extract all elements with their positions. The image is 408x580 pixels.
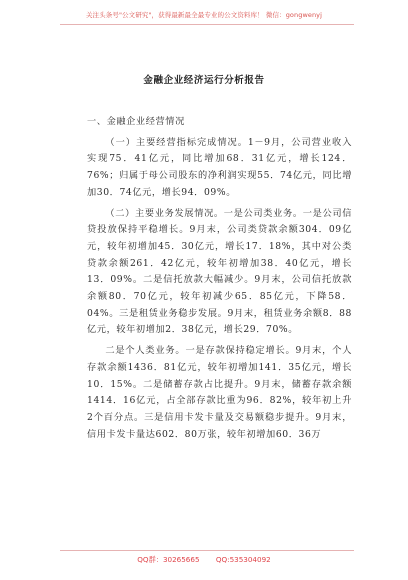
paragraph-personal-business: 二是个人类业务。一是存款保持稳定增长。9月末，个人存款余额1436．81亿元，较年初增加141．35亿元，增长10．15%。二是储蓄存款占比提升。9月末，储蓄存款余额1414．16亿元，占全部存款比重为96．82%，较年初上升2个百分点。三是信用卡发卡量及交易额稳步提升。9月末，信用卡发卡量达602．80万张，较年初增加60．36万 — [87, 345, 352, 440]
footer — [0, 555, 408, 565]
footer-qq-contact: QQ:535304092 — [215, 555, 271, 564]
section-heading: 一、金融企业经营情况 — [87, 116, 185, 127]
footer-divider — [60, 550, 354, 551]
header-divider — [60, 24, 354, 25]
document-body — [87, 114, 352, 447]
paragraph-business-development: （二）主要业务发展情况。一是公司类业务。一是公司信贷投放保持平稳增长。9月末，公司类贷款余额304．09亿元，较年初增加45．30亿元，增长17．18%，其中对公类贷款余额261．42亿元，较年初增加38．40亿元，增长13．09%。二是信托放款大幅减少。9月末，公司信托放款余额80．70亿元，较年初减少65．85亿元，下降58．04%。三是租赁业务稳步发展。9月末，租赁业务余额8．88亿元，较年初增加2．38亿元，增长29．70%。 — [87, 207, 352, 336]
paragraph-operating-indicators: （一）主要经营指标完成情况。1－9月，公司营业收入实现75．41亿元，同比增加68．31亿元，增长124．76%；归属于母公司股东的净利润实现55．74亿元，同比增加30．74亿元，增长94．09%。 — [87, 136, 352, 198]
header-banner: 关注头条号"公文研究"，获得最新最全最专业的公文资料库！ 微信：gongwenyj — [85, 11, 323, 19]
footer-qq-group: QQ群：30265665 — [137, 555, 200, 564]
document-title: 金融企业经济运行分析报告 — [143, 75, 265, 86]
